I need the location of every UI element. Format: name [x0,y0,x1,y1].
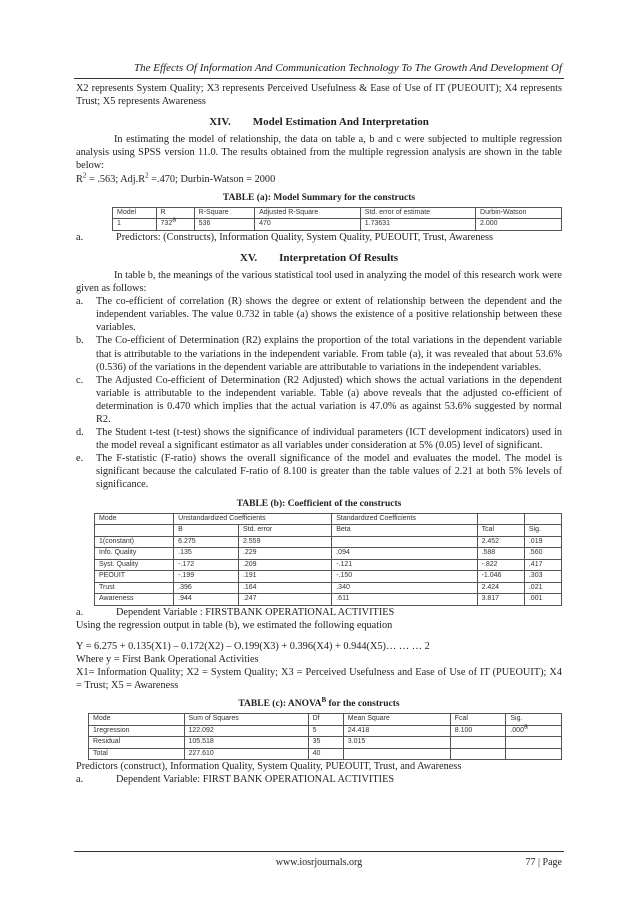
table-header-cell: Sum of Squares [184,714,308,726]
item-label: b. [76,335,84,347]
table-cell: .396 [174,582,239,594]
table-header-cell: Fcal [450,714,506,726]
footnote-marker: a [523,723,528,731]
table-header-cell: Durbin-Watson [476,207,562,219]
footer-rule [74,851,564,852]
stat-r-values: = .563; Adj.R [86,173,146,185]
table-header-cell: Sig. [506,714,562,726]
table-cell: -.150 [332,571,477,583]
item-text: The Co-efficient of Determination (R2) explains the proportion of the total variations in the dependent variable that is attributable to the variations in the independent variable. From table (a), it was revealed that about 53.6% (0.536) of the variations in the dependent variable are attributable to variations in the independent variables. [96,335,562,373]
table-cell: .247 [238,594,331,606]
table-header-cell: Std. error [238,525,331,537]
table-header-cell [477,513,524,525]
interpretation-list [76,295,562,491]
page-content [76,82,562,786]
table-header-cell: B [174,525,239,537]
table-cell: -1.046 [477,571,524,583]
section-xiv-heading [76,116,562,129]
table-header-cell: R [156,207,194,219]
table-row [95,559,562,571]
table-b-note [76,606,562,619]
table-cell [506,737,562,749]
table-row [95,513,562,525]
table-a [112,207,562,231]
table-cell: 24.418 [343,725,450,737]
table-row [95,525,562,537]
table-cell [506,725,562,737]
table-c-note [76,773,562,786]
table-cell: .191 [238,571,331,583]
table-cell: Awareness [95,594,174,606]
table-cell: .303 [524,571,561,583]
table-cell: Residual [89,737,185,749]
table-header-cell: Standardized Coefficients [332,513,477,525]
table-row [95,548,562,560]
table-cell: .209 [238,559,331,571]
section-xiv-paragraph: In estimating the model of relationship, the data on table a, b and c were subjected to multiple regression analysis using SPSS version 11.0. The results obtained from the multiple regression analysis are shown in the table below: [76,134,562,172]
caption-sup: B [321,696,327,705]
table-cell: Syst. Quality [95,559,174,571]
note-text: Dependent Variable: FIRST BANK OPERATIONAL ACTIVITIES [116,774,395,786]
table-header-cell: Tcal [477,525,524,537]
table-cell: .560 [524,548,561,560]
section-number: XIV. [209,116,231,129]
table-cell: .611 [332,594,477,606]
table-row [95,571,562,583]
list-item [76,334,562,373]
table-cell: 1.73631 [360,219,475,231]
item-text: The Student t-test (t-test) shows the significance of individual parameters (ICT development indicators) used in the model reveal a significant estimator as all variables under consideration at 5% (0.05) level of significant. [96,427,562,452]
table-cell: -.121 [332,559,477,571]
item-label: e. [76,453,84,465]
caption-rest: for the constructs [326,699,400,710]
running-header: The Effects Of Information And Communication Technology To The Growth And Development Of [134,62,562,74]
table-row [89,737,562,749]
item-label: c. [76,374,84,386]
stat-adj-sup: 2 [145,171,149,180]
equation-variable-definitions: X1= Information Quality; X2 = System Quality; X3 = Perceived Usefulness and Ease of Use of IT (PUEOUIT); X4 = Trust; X5 = Awareness [76,667,562,692]
table-cell: 35 [308,737,343,749]
table-cell: .135 [174,548,239,560]
list-item [76,295,562,334]
note-text: Dependent Variable : FIRSTBANK OPERATIONAL ACTIVITIES [116,606,395,618]
table-cell: 2.559 [238,536,331,548]
table-row [89,714,562,726]
table-cell: 536 [194,219,254,231]
table-cell [156,216,194,231]
table-header-cell: Df [308,714,343,726]
cell-value: 732 [160,220,173,228]
table-header-cell [524,513,561,525]
table-header-cell: Mode [95,513,174,525]
item-text: The Adjusted Co-efficient of Determination (R2 Adjusted) which shows the actual variations in the dependent variable is attributable to the independent variable. Table (a) above reveals that the adjusted co-efficient of determination is 0.470 which implies that the actual variation is 47.0% as against 53.6% suggested by normal R2. [96,374,562,425]
table-cell [343,748,450,760]
table-cell: 1 [113,219,157,231]
table-cell: .021 [524,582,561,594]
table-c [88,713,562,760]
table-cell: 40 [308,748,343,760]
table-header-cell: R-Square [194,207,254,219]
table-cell [506,748,562,760]
journal-url[interactable]: www.iosrjournals.org [275,857,363,868]
item-label: d. [76,427,84,439]
note-text: Predictors: (Constructs), Information Quality, System Quality, PUEOUIT, Trust, Awareness [116,231,494,243]
regression-equation: Y = 6.275 + 0.135(X1) – 0.172(X2) – O.199(X3) + 0.396(X4) + 0.944(X5)… … … 2 [76,640,430,652]
table-header-cell: Model [113,207,157,219]
table-cell: .588 [477,548,524,560]
list-item [76,426,562,452]
note-label: a. [76,606,84,618]
footnote-marker: a [172,216,177,224]
table-cell: .094 [332,548,477,560]
table-cell [332,536,477,548]
table-cell: 5 [308,725,343,737]
table-cell: 2.424 [477,582,524,594]
table-cell: .164 [238,582,331,594]
table-cell: Total [89,748,185,760]
stat-r-label: R [76,173,83,185]
table-cell: 2.452 [477,536,524,548]
table-row [113,219,562,231]
table-b [94,513,562,606]
caption-main: TABLE (c): ANOVA [238,699,322,710]
note-label: a. [76,231,84,243]
note-label: a. [76,774,84,786]
table-cell: 6.275 [174,536,239,548]
table-cell: Info. Quality [95,548,174,560]
table-cell: 470 [255,219,361,231]
table-row [89,725,562,737]
table-row [95,594,562,606]
list-item [76,374,562,426]
stat-r-sup: 2 [82,171,87,180]
table-cell: -.822 [477,559,524,571]
table-cell: .229 [238,548,331,560]
header-rule [74,78,564,79]
stat-dw: =.470; Durbin-Watson = 2000 [148,173,276,185]
table-cell: PEOUIT [95,571,174,583]
section-number: XV. [239,251,258,264]
table-cell: 122.092 [184,725,308,737]
table-cell: 3.015 [343,737,450,749]
table-cell [450,737,506,749]
section-xv-paragraph: In table b, the meanings of the various statistical tool used in analyzing the model of this research work were given as follows: [76,269,562,295]
intro-paragraph: X2 represents System Quality; X3 represents Perceived Usefulness & Ease of Use of IT (PUEOUIT); X4 represents Trust; X5 represents Awareness [76,83,562,108]
table-cell: 105.518 [184,737,308,749]
equation-where: Where y = First Bank Operational Activities [76,653,259,665]
table-cell: .001 [524,594,561,606]
table-row [95,582,562,594]
table-cell: .340 [332,582,477,594]
section-xv-heading [76,252,562,265]
section-title: Interpretation Of Results [279,251,399,264]
table-row [113,207,562,219]
table-header-cell: Unstandardized Coefficients [174,513,332,525]
table-c-caption [76,698,562,711]
table-cell [450,748,506,760]
item-text: The co-efficient of correlation (R) shows the degree or extent of relationship between the dependent and the independent variables. The value 0.732 in table (a) shows the existence of a positive relationship between these variables. [96,296,562,334]
item-text: The F-statistic (F-ratio) shows the overall significance of the model and evaluates the model. The model is significant because the calculated F-ratio of 8.100 is greater than the table values of 2.21 at both 5% levels of significance. [96,453,562,491]
section-title: Model Estimation And Interpretation [252,116,429,129]
table-cell: -.199 [174,571,239,583]
table-b-followup: Using the regression output in table (b), we estimated the following equation [76,619,393,631]
table-cell: .417 [524,559,561,571]
table-cell: 227.610 [184,748,308,760]
regression-stats [76,173,562,186]
table-header-cell: Sig. [524,525,561,537]
table-header-cell: Beta [332,525,477,537]
table-cell: 3.817 [477,594,524,606]
table-row [95,536,562,548]
table-header-cell: Mean Square [343,714,450,726]
table-cell: .019 [524,536,561,548]
table-cell: 1regression [89,725,185,737]
table-cell: -.172 [174,559,239,571]
item-label: a. [76,296,84,308]
table-header-cell: Mode [89,714,185,726]
table-row [89,748,562,760]
table-a-note [76,231,562,244]
table-header-cell: Std. error of estimate [360,207,475,219]
table-cell: 8.100 [450,725,506,737]
cell-value: .000 [510,726,524,734]
table-header-cell: Adjusted R-Square [255,207,361,219]
table-header-cell [95,525,174,537]
table-b-caption: TABLE (b): Coefficient of the constructs [236,498,402,509]
table-cell: .944 [174,594,239,606]
table-a-caption: TABLE (a): Model Summary for the constructs [222,192,416,203]
list-item [76,452,562,491]
page-number: 77 | Page [525,857,562,868]
table-cell: 2.000 [476,219,562,231]
table-cell: Trust [95,582,174,594]
table-cell: 1(constant) [95,536,174,548]
table-c-predictors: Predictors (construct), Information Quality, System Quality, PUEOUIT, Trust, and Awareness [76,761,462,773]
